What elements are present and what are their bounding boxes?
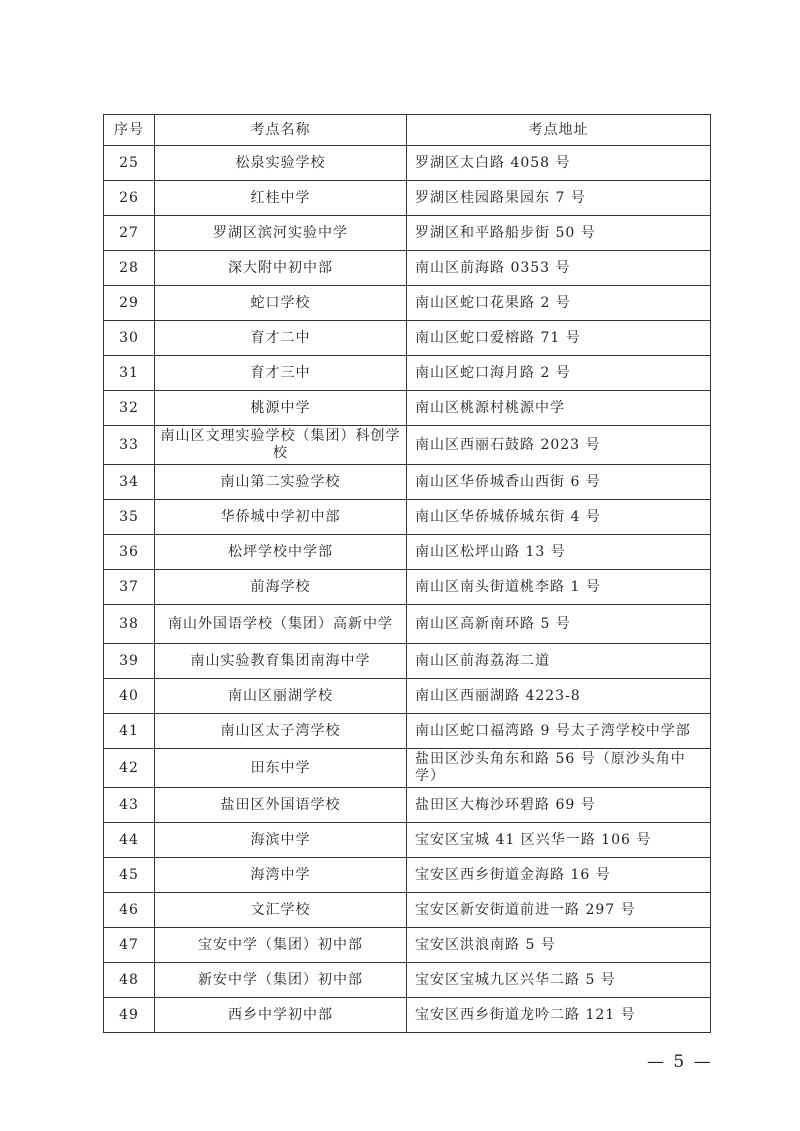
table-row	[104, 928, 711, 963]
row-index-cell: 48	[104, 963, 155, 998]
table-row	[104, 216, 711, 251]
row-site-address-cell: 南山区蛇口福湾路 9 号太子湾学校中学部	[407, 714, 711, 749]
row-index-cell: 29	[104, 286, 155, 321]
table-row	[104, 605, 711, 644]
row-site-name-cell: 育才二中	[155, 321, 407, 356]
row-site-name-cell: 田东中学	[155, 749, 407, 788]
row-site-address-cell: 南山区前海荔海二道	[407, 644, 711, 679]
row-site-name-cell: 宝安中学（集团）初中部	[155, 928, 407, 963]
table-row	[104, 181, 711, 216]
row-site-address-cell: 宝安区新安街道前进一路 297 号	[407, 893, 711, 928]
row-site-name-cell: 蛇口学校	[155, 286, 407, 321]
header-index: 序号	[104, 115, 155, 146]
row-site-name-cell: 桃源中学	[155, 391, 407, 426]
row-site-name-cell: 南山外国语学校（集团）高新中学	[155, 605, 407, 644]
table-header-row	[104, 115, 711, 146]
row-site-name-cell: 海湾中学	[155, 858, 407, 893]
table-row	[104, 823, 711, 858]
row-site-address-cell: 宝安区宝城 41 区兴华一路 106 号	[407, 823, 711, 858]
row-index-cell: 30	[104, 321, 155, 356]
row-site-name-cell: 红桂中学	[155, 181, 407, 216]
row-index-cell: 25	[104, 146, 155, 181]
row-index-cell: 26	[104, 181, 155, 216]
row-site-name-cell: 新安中学（集团）初中部	[155, 963, 407, 998]
row-index-cell: 43	[104, 788, 155, 823]
row-index-cell: 33	[104, 426, 155, 465]
row-index-cell: 41	[104, 714, 155, 749]
table-body	[104, 146, 711, 1033]
table-row	[104, 858, 711, 893]
row-index-cell: 44	[104, 823, 155, 858]
table-row	[104, 535, 711, 570]
row-index-cell: 38	[104, 605, 155, 644]
table-row	[104, 356, 711, 391]
table-row	[104, 321, 711, 356]
row-index-cell: 35	[104, 500, 155, 535]
table-row	[104, 714, 711, 749]
row-site-name-cell: 南山实验教育集团南海中学	[155, 644, 407, 679]
row-site-name-cell: 深大附中初中部	[155, 251, 407, 286]
table-row	[104, 749, 711, 788]
row-site-name-cell: 文汇学校	[155, 893, 407, 928]
row-index-cell: 40	[104, 679, 155, 714]
table-row	[104, 679, 711, 714]
row-site-name-cell: 松坪学校中学部	[155, 535, 407, 570]
row-index-cell: 39	[104, 644, 155, 679]
table-row	[104, 893, 711, 928]
row-site-address-cell: 南山区华侨城侨城东街 4 号	[407, 500, 711, 535]
row-site-address-cell: 罗湖区桂园路果园东 7 号	[407, 181, 711, 216]
exam-site-table	[103, 114, 711, 1033]
row-site-name-cell: 南山区丽湖学校	[155, 679, 407, 714]
row-site-name-cell: 前海学校	[155, 570, 407, 605]
row-site-address-cell: 南山区南头街道桃李路 1 号	[407, 570, 711, 605]
row-index-cell: 36	[104, 535, 155, 570]
row-site-address-cell: 盐田区沙头角东和路 56 号（原沙头角中学）	[407, 749, 711, 788]
row-site-address-cell: 盐田区大梅沙环碧路 69 号	[407, 788, 711, 823]
table-row	[104, 426, 711, 465]
row-site-address-cell: 南山区西丽湖路 4223-8	[407, 679, 711, 714]
row-site-name-cell: 南山区太子湾学校	[155, 714, 407, 749]
row-index-cell: 32	[104, 391, 155, 426]
row-site-address-cell: 南山区华侨城香山西街 6 号	[407, 465, 711, 500]
table-row	[104, 998, 711, 1033]
row-site-address-cell: 宝安区西乡街道金海路 16 号	[407, 858, 711, 893]
row-site-address-cell: 南山区前海路 0353 号	[407, 251, 711, 286]
table-row	[104, 251, 711, 286]
row-site-address-cell: 南山区蛇口花果路 2 号	[407, 286, 711, 321]
table-row	[104, 644, 711, 679]
table-row	[104, 570, 711, 605]
header-site-address: 考点地址	[407, 115, 711, 146]
row-site-address-cell: 罗湖区太白路 4058 号	[407, 146, 711, 181]
row-site-name-cell: 松泉实验学校	[155, 146, 407, 181]
row-site-name-cell: 育才三中	[155, 356, 407, 391]
row-site-address-cell: 南山区高新南环路 5 号	[407, 605, 711, 644]
row-index-cell: 46	[104, 893, 155, 928]
row-index-cell: 28	[104, 251, 155, 286]
row-index-cell: 34	[104, 465, 155, 500]
row-index-cell: 37	[104, 570, 155, 605]
row-site-address-cell: 南山区桃源村桃源中学	[407, 391, 711, 426]
row-index-cell: 47	[104, 928, 155, 963]
row-site-address-cell: 南山区西丽石鼓路 2023 号	[407, 426, 711, 465]
table-row	[104, 500, 711, 535]
table-row	[104, 465, 711, 500]
row-site-name-cell: 华侨城中学初中部	[155, 500, 407, 535]
header-site-name: 考点名称	[155, 115, 407, 146]
page-number: — 5 —	[647, 1052, 713, 1072]
row-site-name-cell: 盐田区外国语学校	[155, 788, 407, 823]
row-index-cell: 31	[104, 356, 155, 391]
row-site-address-cell: 南山区蛇口海月路 2 号	[407, 356, 711, 391]
row-index-cell: 45	[104, 858, 155, 893]
table-row	[104, 391, 711, 426]
row-site-name-cell: 罗湖区滨河实验中学	[155, 216, 407, 251]
row-site-address-cell: 宝安区宝城九区兴华二路 5 号	[407, 963, 711, 998]
table-row	[104, 788, 711, 823]
row-site-address-cell: 南山区蛇口爱榕路 71 号	[407, 321, 711, 356]
row-site-address-cell: 宝安区西乡街道龙吟二路 121 号	[407, 998, 711, 1033]
row-site-address-cell: 南山区松坪山路 13 号	[407, 535, 711, 570]
row-index-cell: 42	[104, 749, 155, 788]
row-site-name-cell: 海滨中学	[155, 823, 407, 858]
row-site-address-cell: 罗湖区和平路船步街 50 号	[407, 216, 711, 251]
row-site-name-cell: 南山第二实验学校	[155, 465, 407, 500]
row-site-name-cell: 南山区文理实验学校（集团）科创学校	[155, 426, 407, 465]
row-site-address-cell: 宝安区洪浪南路 5 号	[407, 928, 711, 963]
table-row	[104, 963, 711, 998]
table-row	[104, 286, 711, 321]
row-site-name-cell: 西乡中学初中部	[155, 998, 407, 1033]
row-index-cell: 49	[104, 998, 155, 1033]
row-index-cell: 27	[104, 216, 155, 251]
table-row	[104, 146, 711, 181]
